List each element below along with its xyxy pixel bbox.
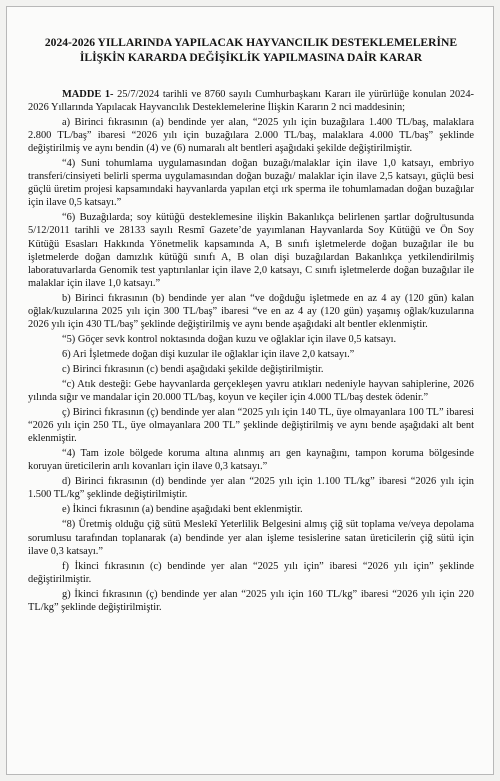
paragraph: d) Birinci fıkrasının (d) bendinde yer alan “2025 yılı için 1.100 TL/kg” ibaresi “2026 yılı için 1.500 TL/kg” şeklinde değiştirilmiştir. bbox=[28, 476, 474, 501]
title-line-2: İLİŞKİN KARARDA DEĞİŞİKLİK YAPILMASINA DAİR KARAR bbox=[79, 51, 423, 64]
document-page bbox=[6, 6, 494, 775]
article-label: MADDE 1- bbox=[62, 89, 114, 100]
document-title bbox=[28, 35, 474, 65]
paragraph: ç) Birinci fıkrasının (ç) bendinde yer alan “2025 yılı için 140 TL, üye olmayanlara 100 TL” ibaresi “2026 yılı için 250 TL, üye olmayanlara 200 TL” şeklinde değiştirilmiş ve aynı bende aşağıdaki alt bent eklenmiştir. bbox=[28, 407, 474, 445]
paragraph: “c) Atık desteği: Gebe hayvanlarda gerçekleşen yavru atıkları nedeniyle hayvan sahiplerine, 2026 yılında sığır ve mandalar için 20.000 TL/baş, koyun ve keçiler için 4.000 TL/baş destek ödenir.” bbox=[28, 378, 474, 404]
paragraph: b) Birinci fıkrasının (b) bendinde yer alan “ve doğduğu işletmede en az 4 ay (120 gün) kalan oğlak/kuzularına 2025 yılı için 300 TL/baş” ibaresi “ve en az 4 ay (120 gün) yaşamış oğlak/kuzularına 2026 yılı için 430 TL/baş” şeklinde değiştirilmiş ve aynı bende aşağıdaki alt bentler eklenmiştir. bbox=[28, 292, 474, 330]
paragraph: “5) Göçer sevk kontrol noktasında doğan kuzu ve oğlaklar için ilave 0,5 katsayı. bbox=[62, 333, 397, 345]
document-body bbox=[28, 88, 474, 614]
paragraph: “8) Üretmiş olduğu çiğ sütü Meslekî Yeterlilik Belgesini almış çiğ süt toplama ve/veya depolama sorumlusu tarafından toplanarak (a) bendinde yer alan işleme tesislerine satan üreticilerin çiğ sütü için ilave 0,3 katsayı.” bbox=[28, 519, 474, 557]
paragraph: c) Birinci fıkrasının (c) bendi aşağıdaki şekilde değiştirilmiştir. bbox=[62, 363, 324, 375]
paragraph: g) İkinci fıkrasının (ç) bendinde yer alan “2025 yılı için 160 TL/kg” ibaresi “2026 yılı için 220 TL/kg” şeklinde değiştirilmiştir. bbox=[28, 588, 474, 613]
title-line-1: 2024-2026 YILLARINDA YAPILACAK HAYVANCILIK DESTEKLEMELERİNE bbox=[44, 36, 458, 49]
paragraph: 6) Ari İşletmede doğan dişi kuzular ile oğlaklar için ilave 2,0 katsayı.” bbox=[62, 348, 355, 360]
paragraph: “6) Buzağılarda; soy kütüğü desteklemesine ilişkin Bakanlıkça belirlenen şartlar doğrultusunda 5/12/2011 tarihli ve 28133 sayılı Resmî Gazete’de yayımlanan Hayvanlarda Soy Kütüğü ve Ön Soy Kütüğü Esasları Hakkında Yönetmelik kapsamında A, B sınıfı işletmelerde doğan buzağılar ile bu işletmelerde doğan damızlık kütüğü sınıfı A, B olan dişi buzağılardan Bakanlıkça yetkilendirilmiş laboratuvarlarda Genomik test yaptırılanlar için ilave 2,0 katsayı, C sınıfı işletmelerde doğan buzağılar ile malaklar için ilave 1,0 katsayı.” bbox=[28, 212, 474, 289]
paragraph: f) İkinci fıkrasının (c) bendinde yer alan “2025 yılı için” ibaresi “2026 yılı için” şeklinde değiştirilmiştir. bbox=[28, 560, 474, 585]
paragraph: “4) Tam izole bölgede koruma altına alınmış arı gen kaynağını, tampon koruma bölgesinde koruyan üreticilerin arılı kovanları için ilave 0,3 katsayı.” bbox=[28, 448, 474, 473]
paragraph: e) İkinci fıkrasının (a) bendine aşağıdaki bent eklenmiştir. bbox=[62, 504, 303, 516]
paragraph: a) Birinci fıkrasının (a) bendinde yer alan, “2025 yılı için buzağılara 1.400 TL/baş, malaklara 2.800 TL/baş” ibaresi “2026 yılı için buzağılara 2.000 TL/baş, malaklara 4.000 TL/baş” şeklinde değiştirilmiş ve aynı bendin (4) ve (6) numaralı alt bentleri aşağıdaki şekilde değiştirilmiştir. bbox=[28, 117, 474, 155]
article-intro bbox=[28, 88, 474, 114]
paragraph: “4) Suni tohumlama uygulamasından doğan buzağı/malaklar için ilave 1,0 katsayı, embriyo transferi/cinsiyeti belirli sperma uygulamasından doğan buzağı/ malaklar için ilave 2,5 katsayı, güçlü besi güçlü üretim projesi kapsamındaki hayvanlarda yapılan etçi ırk sperma ile tohumlamadan doğan buzağılar için ilave 0,5 katsayı.” bbox=[28, 158, 474, 209]
paragraph-text: 25/7/2024 tarihli ve 8760 sayılı Cumhurbaşkanı Kararı ile yürürlüğe konulan 2024-2026 Yıllarında Yapılacak Hayvancılık Desteklemelerine İlişkin Kararın 2 nci maddesinin; bbox=[28, 89, 474, 114]
